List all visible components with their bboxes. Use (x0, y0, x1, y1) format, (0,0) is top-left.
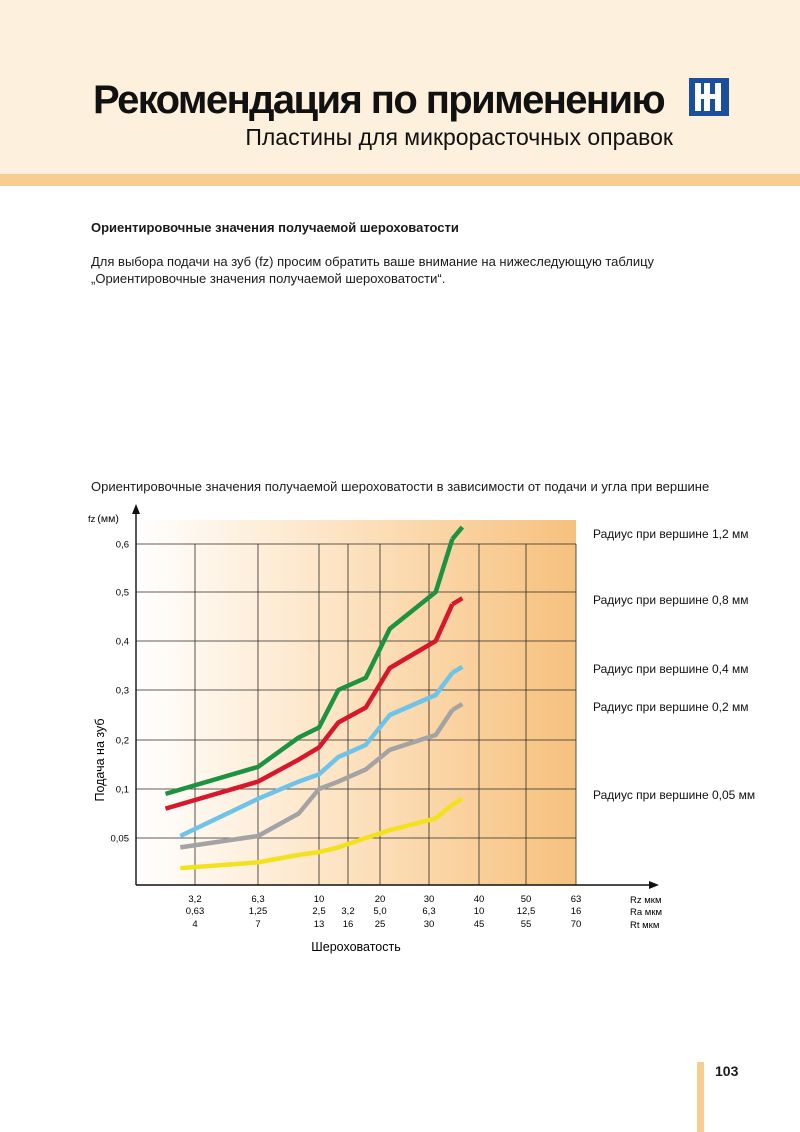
series-label: Радиус при вершине 0,2 мм (593, 700, 749, 714)
x-tick-label: 10 (313, 894, 325, 905)
y-unit-paren: (мм) (97, 513, 119, 525)
x-tick-label: 12,5 (516, 906, 536, 917)
x-tick-label: 30 (423, 919, 435, 930)
x-tick-label: 30 (423, 894, 435, 905)
x-tick-label: 3,2 (341, 906, 355, 917)
x-tick-label: 50 (520, 894, 532, 905)
x-unit-label: Rt мкм (630, 920, 660, 931)
intro-line-1: Для выбора подачи на зуб (fz) просим обратить ваше внимание на нижеследующую таблицу (91, 254, 655, 269)
x-tick-label: 16 (570, 906, 582, 917)
x-ticks (186, 894, 662, 931)
x-tick-label: 0,63 (185, 906, 205, 917)
x-tick-label: 2,5 (312, 906, 326, 917)
chart-caption: Ориентировочные значения получаемой шероховатости в зависимости от подачи и угла при вершине (91, 479, 710, 494)
header-accent-bar (0, 174, 800, 186)
y-axis-label: Подача на зуб (93, 718, 107, 802)
x-tick-label: 45 (473, 919, 485, 930)
plot-background (136, 520, 576, 885)
y-tick-label: 0,3 (115, 685, 129, 697)
y-tick-label: 0,4 (115, 636, 129, 648)
x-unit-label: Ra мкм (630, 907, 663, 918)
x-tick-label: 16 (342, 919, 354, 930)
y-ticks (111, 540, 130, 845)
x-axis-label: Шероховатость (311, 940, 401, 954)
intro-line-2: „Ориентировочные значения получаемой шероховатости“. (91, 271, 446, 286)
section-heading: Ориентировочные значения получаемой шероховатости (91, 220, 459, 235)
x-tick-label: 5,0 (373, 906, 387, 917)
y-axis-arrow (132, 504, 140, 514)
x-tick-label: 3,2 (188, 894, 202, 905)
y-tick-label: 0,1 (115, 784, 129, 796)
x-tick-label: 1,25 (248, 906, 268, 917)
x-tick-label: 4 (192, 919, 198, 930)
intro-paragraph (91, 253, 711, 287)
page-subtitle: Пластины для микрорасточных оправок (245, 124, 673, 150)
x-tick-label: 40 (473, 894, 485, 905)
page-title: Рекомендация по применению (93, 78, 665, 122)
x-tick-label: 6,3 (422, 906, 436, 917)
svg-text:fz(мм) (88, 513, 119, 525)
x-tick-label: 13 (313, 919, 325, 930)
roughness-chart (0, 500, 800, 970)
y-unit-label: fz (88, 514, 96, 525)
x-axis-arrow (649, 881, 659, 889)
x-tick-label: 63 (570, 894, 582, 905)
y-tick-label: 0,6 (115, 539, 129, 551)
x-tick-label: 10 (473, 906, 485, 917)
series-label: Радиус при вершине 0,05 мм (593, 788, 756, 802)
x-tick-label: 6,3 (251, 894, 265, 905)
y-tick-label: 0,05 (110, 833, 129, 845)
y-tick-label: 0,5 (115, 587, 129, 599)
series-label: Радиус при вершине 0,4 мм (593, 662, 749, 676)
page-number: 103 (715, 1063, 739, 1079)
page-tab (697, 1062, 704, 1132)
series-label: Радиус при вершине 1,2 мм (593, 527, 749, 541)
series-labels (593, 527, 755, 802)
x-tick-label: 25 (374, 919, 386, 930)
x-tick-label: 20 (374, 894, 386, 905)
x-unit-label: Rz мкм (630, 895, 662, 906)
series-label: Радиус при вершине 0,8 мм (593, 593, 749, 607)
x-tick-label: 70 (570, 919, 582, 930)
hh-logo-icon (689, 78, 729, 116)
x-tick-label: 55 (520, 919, 532, 930)
y-tick-label: 0,2 (115, 735, 129, 747)
x-tick-label: 7 (255, 919, 261, 930)
